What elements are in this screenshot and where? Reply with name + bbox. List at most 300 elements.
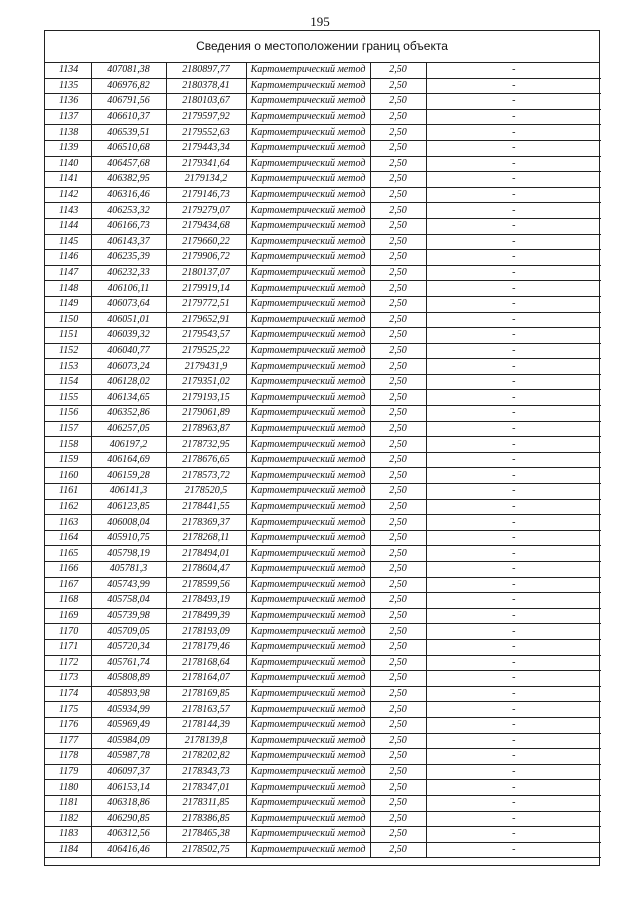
point-number-cell: 1161 — [45, 484, 91, 500]
description-cell: - — [426, 109, 601, 125]
accuracy-cell: 2,50 — [370, 452, 426, 468]
method-cell: Картометрический метод — [246, 577, 370, 593]
y-coordinate-cell: 2178676,65 — [166, 452, 246, 468]
y-coordinate-cell: 2178169,85 — [166, 686, 246, 702]
method-cell: Картометрический метод — [246, 499, 370, 515]
method-cell: Картометрический метод — [246, 780, 370, 796]
description-cell: - — [426, 780, 601, 796]
accuracy-cell: 2,50 — [370, 546, 426, 562]
method-cell: Картометрический метод — [246, 530, 370, 546]
y-coordinate-cell: 2179061,89 — [166, 406, 246, 422]
method-cell: Картометрический метод — [246, 78, 370, 94]
point-number-cell: 1154 — [45, 374, 91, 390]
description-cell: - — [426, 749, 601, 765]
table-row — [45, 312, 601, 328]
x-coordinate-cell: 405984,09 — [91, 733, 166, 749]
y-coordinate-cell: 2178502,75 — [166, 842, 246, 858]
table-row — [45, 94, 601, 110]
method-cell: Картометрический метод — [246, 468, 370, 484]
description-cell: - — [426, 593, 601, 609]
y-coordinate-cell: 2179552,63 — [166, 125, 246, 141]
description-cell: - — [426, 156, 601, 172]
accuracy-cell: 2,50 — [370, 639, 426, 655]
accuracy-cell: 2,50 — [370, 827, 426, 843]
accuracy-cell: 2,50 — [370, 780, 426, 796]
description-cell: - — [426, 250, 601, 266]
point-number-cell: 1180 — [45, 780, 91, 796]
x-coordinate-cell: 406316,46 — [91, 187, 166, 203]
description-cell: - — [426, 811, 601, 827]
method-cell: Картометрический метод — [246, 562, 370, 578]
table-row — [45, 63, 601, 78]
table-row — [45, 499, 601, 515]
table-row — [45, 172, 601, 188]
table-row — [45, 343, 601, 359]
table-row — [45, 468, 601, 484]
accuracy-cell: 2,50 — [370, 593, 426, 609]
description-cell: - — [426, 499, 601, 515]
description-cell: - — [426, 125, 601, 141]
accuracy-cell: 2,50 — [370, 811, 426, 827]
point-number-cell: 1173 — [45, 671, 91, 687]
description-cell: - — [426, 827, 601, 843]
table-row — [45, 234, 601, 250]
description-cell: - — [426, 312, 601, 328]
description-cell: - — [426, 359, 601, 375]
accuracy-cell: 2,50 — [370, 187, 426, 203]
accuracy-cell: 2,50 — [370, 359, 426, 375]
y-coordinate-cell: 2178494,01 — [166, 546, 246, 562]
table-row — [45, 671, 601, 687]
method-cell: Картометрический метод — [246, 749, 370, 765]
table-row — [45, 359, 601, 375]
y-coordinate-cell: 2180378,41 — [166, 78, 246, 94]
y-coordinate-cell: 2179134,2 — [166, 172, 246, 188]
table-row — [45, 624, 601, 640]
method-cell: Картометрический метод — [246, 639, 370, 655]
description-cell: - — [426, 78, 601, 94]
x-coordinate-cell: 406290,85 — [91, 811, 166, 827]
method-cell: Картометрический метод — [246, 94, 370, 110]
point-number-cell: 1152 — [45, 343, 91, 359]
method-cell: Картометрический метод — [246, 218, 370, 234]
y-coordinate-cell: 2180897,77 — [166, 63, 246, 78]
accuracy-cell: 2,50 — [370, 78, 426, 94]
accuracy-cell: 2,50 — [370, 172, 426, 188]
y-coordinate-cell: 2179193,15 — [166, 390, 246, 406]
accuracy-cell: 2,50 — [370, 140, 426, 156]
method-cell: Картометрический метод — [246, 842, 370, 858]
y-coordinate-cell: 2178144,39 — [166, 717, 246, 733]
description-cell: - — [426, 63, 601, 78]
y-coordinate-cell: 2178163,57 — [166, 702, 246, 718]
x-coordinate-cell: 406510,68 — [91, 140, 166, 156]
description-cell: - — [426, 515, 601, 531]
table-row — [45, 842, 601, 858]
accuracy-cell: 2,50 — [370, 749, 426, 765]
point-number-cell: 1169 — [45, 608, 91, 624]
method-cell: Картометрический метод — [246, 203, 370, 219]
description-cell: - — [426, 577, 601, 593]
accuracy-cell: 2,50 — [370, 624, 426, 640]
x-coordinate-cell: 406123,85 — [91, 499, 166, 515]
description-cell: - — [426, 702, 601, 718]
table-row — [45, 156, 601, 172]
accuracy-cell: 2,50 — [370, 530, 426, 546]
x-coordinate-cell: 406166,73 — [91, 218, 166, 234]
x-coordinate-cell: 406040,77 — [91, 343, 166, 359]
point-number-cell: 1175 — [45, 702, 91, 718]
y-coordinate-cell: 2178599,56 — [166, 577, 246, 593]
method-cell: Картометрический метод — [246, 655, 370, 671]
description-cell: - — [426, 546, 601, 562]
method-cell: Картометрический метод — [246, 671, 370, 687]
method-cell: Картометрический метод — [246, 421, 370, 437]
point-number-cell: 1148 — [45, 281, 91, 297]
description-cell: - — [426, 639, 601, 655]
accuracy-cell: 2,50 — [370, 515, 426, 531]
x-coordinate-cell: 405761,74 — [91, 655, 166, 671]
description-cell: - — [426, 218, 601, 234]
y-coordinate-cell: 2179543,57 — [166, 328, 246, 344]
accuracy-cell: 2,50 — [370, 203, 426, 219]
method-cell: Картометрический метод — [246, 546, 370, 562]
accuracy-cell: 2,50 — [370, 421, 426, 437]
x-coordinate-cell: 406253,32 — [91, 203, 166, 219]
table-row — [45, 125, 601, 141]
table-row — [45, 484, 601, 500]
table-row — [45, 452, 601, 468]
y-coordinate-cell: 2179431,9 — [166, 359, 246, 375]
description-cell: - — [426, 842, 601, 858]
point-number-cell: 1150 — [45, 312, 91, 328]
point-number-cell: 1151 — [45, 328, 91, 344]
table-row — [45, 421, 601, 437]
description-cell: - — [426, 187, 601, 203]
accuracy-cell: 2,50 — [370, 764, 426, 780]
table-row — [45, 515, 601, 531]
table-row — [45, 655, 601, 671]
point-number-cell: 1171 — [45, 639, 91, 655]
y-coordinate-cell: 2178193,09 — [166, 624, 246, 640]
accuracy-cell: 2,50 — [370, 234, 426, 250]
method-cell: Картометрический метод — [246, 328, 370, 344]
description-cell: - — [426, 717, 601, 733]
x-coordinate-cell: 406235,39 — [91, 250, 166, 266]
y-coordinate-cell: 2178347,01 — [166, 780, 246, 796]
accuracy-cell: 2,50 — [370, 608, 426, 624]
method-cell: Картометрический метод — [246, 452, 370, 468]
point-number-cell: 1140 — [45, 156, 91, 172]
point-number-cell: 1144 — [45, 218, 91, 234]
description-cell: - — [426, 296, 601, 312]
accuracy-cell: 2,50 — [370, 702, 426, 718]
description-cell: - — [426, 390, 601, 406]
point-number-cell: 1160 — [45, 468, 91, 484]
accuracy-cell: 2,50 — [370, 717, 426, 733]
accuracy-cell: 2,50 — [370, 343, 426, 359]
y-coordinate-cell: 2179652,91 — [166, 312, 246, 328]
x-coordinate-cell: 406073,24 — [91, 359, 166, 375]
point-number-cell: 1136 — [45, 94, 91, 110]
x-coordinate-cell: 406318,86 — [91, 795, 166, 811]
description-cell: - — [426, 94, 601, 110]
point-number-cell: 1182 — [45, 811, 91, 827]
point-number-cell: 1170 — [45, 624, 91, 640]
point-number-cell: 1139 — [45, 140, 91, 156]
method-cell: Картометрический метод — [246, 343, 370, 359]
point-number-cell: 1181 — [45, 795, 91, 811]
x-coordinate-cell: 405808,89 — [91, 671, 166, 687]
y-coordinate-cell: 2178732,95 — [166, 437, 246, 453]
y-coordinate-cell: 2178202,82 — [166, 749, 246, 765]
point-number-cell: 1167 — [45, 577, 91, 593]
method-cell: Картометрический метод — [246, 109, 370, 125]
point-number-cell: 1149 — [45, 296, 91, 312]
method-cell: Картометрический метод — [246, 827, 370, 843]
point-number-cell: 1172 — [45, 655, 91, 671]
method-cell: Картометрический метод — [246, 359, 370, 375]
description-cell: - — [426, 406, 601, 422]
x-coordinate-cell: 406134,65 — [91, 390, 166, 406]
x-coordinate-cell: 406382,95 — [91, 172, 166, 188]
table-row — [45, 218, 601, 234]
method-cell: Картометрический метод — [246, 624, 370, 640]
x-coordinate-cell: 405758,04 — [91, 593, 166, 609]
table-row — [45, 702, 601, 718]
y-coordinate-cell: 2178164,07 — [166, 671, 246, 687]
point-number-cell: 1143 — [45, 203, 91, 219]
table-row — [45, 577, 601, 593]
y-coordinate-cell: 2178369,37 — [166, 515, 246, 531]
x-coordinate-cell: 405969,49 — [91, 717, 166, 733]
table-row — [45, 546, 601, 562]
description-cell: - — [426, 281, 601, 297]
y-coordinate-cell: 2179525,22 — [166, 343, 246, 359]
y-coordinate-cell: 2178168,64 — [166, 655, 246, 671]
accuracy-cell: 2,50 — [370, 390, 426, 406]
x-coordinate-cell: 406457,68 — [91, 156, 166, 172]
accuracy-cell: 2,50 — [370, 374, 426, 390]
y-coordinate-cell: 2179443,34 — [166, 140, 246, 156]
point-number-cell: 1164 — [45, 530, 91, 546]
x-coordinate-cell: 406097,37 — [91, 764, 166, 780]
description-cell: - — [426, 172, 601, 188]
description-cell: - — [426, 795, 601, 811]
x-coordinate-cell: 406073,64 — [91, 296, 166, 312]
point-number-cell: 1162 — [45, 499, 91, 515]
x-coordinate-cell: 405987,78 — [91, 749, 166, 765]
x-coordinate-cell: 406976,82 — [91, 78, 166, 94]
description-cell: - — [426, 484, 601, 500]
table-row — [45, 639, 601, 655]
method-cell: Картометрический метод — [246, 702, 370, 718]
description-cell: - — [426, 624, 601, 640]
x-coordinate-cell: 405893,98 — [91, 686, 166, 702]
y-coordinate-cell: 2178520,5 — [166, 484, 246, 500]
accuracy-cell: 2,50 — [370, 218, 426, 234]
table-row — [45, 281, 601, 297]
table-row — [45, 78, 601, 94]
accuracy-cell: 2,50 — [370, 94, 426, 110]
point-number-cell: 1165 — [45, 546, 91, 562]
x-coordinate-cell: 405910,75 — [91, 530, 166, 546]
point-number-cell: 1179 — [45, 764, 91, 780]
method-cell: Картометрический метод — [246, 63, 370, 78]
method-cell: Картометрический метод — [246, 593, 370, 609]
x-coordinate-cell: 406008,04 — [91, 515, 166, 531]
description-cell: - — [426, 343, 601, 359]
method-cell: Картометрический метод — [246, 140, 370, 156]
x-coordinate-cell: 405720,34 — [91, 639, 166, 655]
method-cell: Картометрический метод — [246, 406, 370, 422]
x-coordinate-cell: 406128,02 — [91, 374, 166, 390]
description-cell: - — [426, 140, 601, 156]
method-cell: Картометрический метод — [246, 717, 370, 733]
x-coordinate-cell: 406143,37 — [91, 234, 166, 250]
coordinates-table — [45, 63, 601, 858]
point-number-cell: 1174 — [45, 686, 91, 702]
accuracy-cell: 2,50 — [370, 795, 426, 811]
method-cell: Картометрический метод — [246, 234, 370, 250]
method-cell: Картометрический метод — [246, 187, 370, 203]
description-cell: - — [426, 374, 601, 390]
y-coordinate-cell: 2179146,73 — [166, 187, 246, 203]
table-row — [45, 187, 601, 203]
point-number-cell: 1141 — [45, 172, 91, 188]
table-row — [45, 374, 601, 390]
description-cell: - — [426, 203, 601, 219]
point-number-cell: 1178 — [45, 749, 91, 765]
y-coordinate-cell: 2178179,46 — [166, 639, 246, 655]
x-coordinate-cell: 406232,33 — [91, 265, 166, 281]
table-row — [45, 686, 601, 702]
description-cell: - — [426, 468, 601, 484]
x-coordinate-cell: 406539,51 — [91, 125, 166, 141]
accuracy-cell: 2,50 — [370, 312, 426, 328]
table-row — [45, 328, 601, 344]
accuracy-cell: 2,50 — [370, 406, 426, 422]
point-number-cell: 1156 — [45, 406, 91, 422]
x-coordinate-cell: 406159,28 — [91, 468, 166, 484]
method-cell: Картометрический метод — [246, 296, 370, 312]
method-cell: Картометрический метод — [246, 125, 370, 141]
description-cell: - — [426, 452, 601, 468]
point-number-cell: 1142 — [45, 187, 91, 203]
y-coordinate-cell: 2178311,85 — [166, 795, 246, 811]
y-coordinate-cell: 2179906,72 — [166, 250, 246, 266]
point-number-cell: 1177 — [45, 733, 91, 749]
point-number-cell: 1137 — [45, 109, 91, 125]
y-coordinate-cell: 2179341,64 — [166, 156, 246, 172]
y-coordinate-cell: 2179279,07 — [166, 203, 246, 219]
y-coordinate-cell: 2178499,39 — [166, 608, 246, 624]
accuracy-cell: 2,50 — [370, 281, 426, 297]
y-coordinate-cell: 2179919,14 — [166, 281, 246, 297]
point-number-cell: 1176 — [45, 717, 91, 733]
description-cell: - — [426, 671, 601, 687]
boundary-coordinates-sheet — [44, 30, 600, 866]
table-row — [45, 250, 601, 266]
accuracy-cell: 2,50 — [370, 63, 426, 78]
point-number-cell: 1147 — [45, 265, 91, 281]
table-row — [45, 811, 601, 827]
y-coordinate-cell: 2178139,8 — [166, 733, 246, 749]
accuracy-cell: 2,50 — [370, 577, 426, 593]
y-coordinate-cell: 2179597,92 — [166, 109, 246, 125]
table-row — [45, 827, 601, 843]
x-coordinate-cell: 406610,37 — [91, 109, 166, 125]
accuracy-cell: 2,50 — [370, 468, 426, 484]
table-row — [45, 749, 601, 765]
description-cell: - — [426, 530, 601, 546]
table-row — [45, 109, 601, 125]
point-number-cell: 1145 — [45, 234, 91, 250]
table-row — [45, 265, 601, 281]
y-coordinate-cell: 2180103,67 — [166, 94, 246, 110]
method-cell: Картометрический метод — [246, 172, 370, 188]
method-cell: Картометрический метод — [246, 811, 370, 827]
accuracy-cell: 2,50 — [370, 499, 426, 515]
table-row — [45, 593, 601, 609]
accuracy-cell: 2,50 — [370, 655, 426, 671]
y-coordinate-cell: 2178441,55 — [166, 499, 246, 515]
description-cell: - — [426, 265, 601, 281]
table-row — [45, 437, 601, 453]
x-coordinate-cell: 406164,69 — [91, 452, 166, 468]
y-coordinate-cell: 2179434,68 — [166, 218, 246, 234]
point-number-cell: 1166 — [45, 562, 91, 578]
x-coordinate-cell: 406106,11 — [91, 281, 166, 297]
x-coordinate-cell: 407081,38 — [91, 63, 166, 78]
y-coordinate-cell: 2178465,38 — [166, 827, 246, 843]
method-cell: Картометрический метод — [246, 733, 370, 749]
table-row — [45, 608, 601, 624]
point-number-cell: 1155 — [45, 390, 91, 406]
y-coordinate-cell: 2178386,85 — [166, 811, 246, 827]
method-cell: Картометрический метод — [246, 437, 370, 453]
description-cell: - — [426, 234, 601, 250]
description-cell: - — [426, 608, 601, 624]
table-row — [45, 795, 601, 811]
method-cell: Картометрический метод — [246, 795, 370, 811]
x-coordinate-cell: 406141,3 — [91, 484, 166, 500]
point-number-cell: 1183 — [45, 827, 91, 843]
accuracy-cell: 2,50 — [370, 671, 426, 687]
point-number-cell: 1153 — [45, 359, 91, 375]
table-row — [45, 530, 601, 546]
table-row — [45, 733, 601, 749]
method-cell: Картометрический метод — [246, 250, 370, 266]
table-row — [45, 406, 601, 422]
point-number-cell: 1163 — [45, 515, 91, 531]
method-cell: Картометрический метод — [246, 156, 370, 172]
point-number-cell: 1135 — [45, 78, 91, 94]
description-cell: - — [426, 764, 601, 780]
table-title: Сведения о местоположении границ объекта — [45, 31, 599, 63]
accuracy-cell: 2,50 — [370, 484, 426, 500]
point-number-cell: 1138 — [45, 125, 91, 141]
description-cell: - — [426, 655, 601, 671]
description-cell: - — [426, 686, 601, 702]
method-cell: Картометрический метод — [246, 515, 370, 531]
x-coordinate-cell: 405743,99 — [91, 577, 166, 593]
method-cell: Картометрический метод — [246, 390, 370, 406]
y-coordinate-cell: 2178493,19 — [166, 593, 246, 609]
x-coordinate-cell: 405798,19 — [91, 546, 166, 562]
description-cell: - — [426, 437, 601, 453]
method-cell: Картометрический метод — [246, 484, 370, 500]
